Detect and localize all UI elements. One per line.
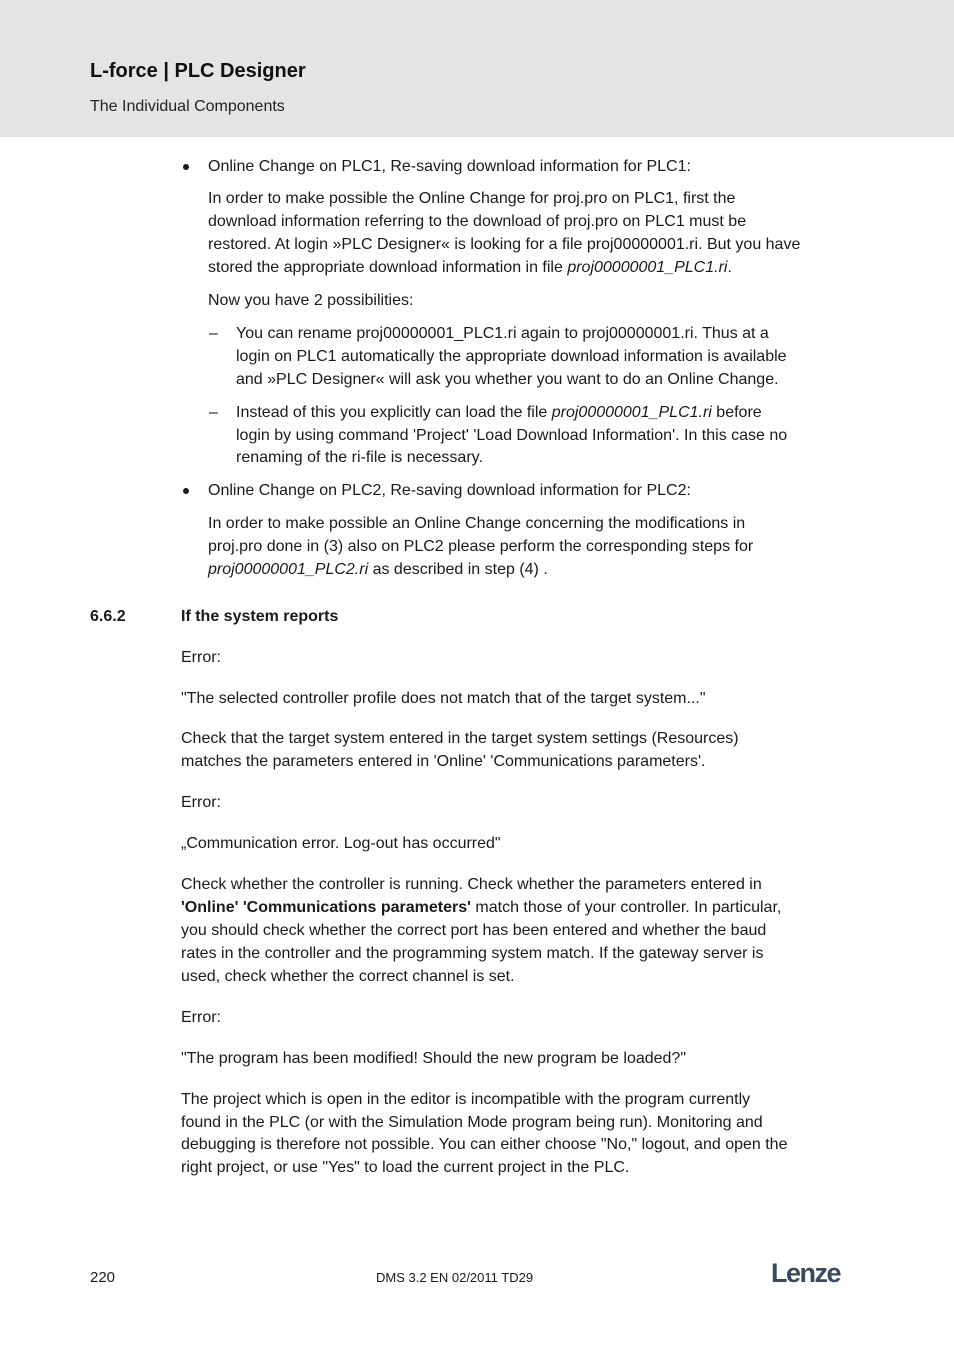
paragraph-line: you should check whether the correct port has been entered and whether the baud	[181, 922, 767, 939]
error-label: Error:	[181, 649, 221, 666]
lenze-logo-icon	[771, 1259, 851, 1287]
paragraph-line: rates in the controller and the programming system match. If the gateway server is	[181, 945, 764, 962]
dash-marker: –	[209, 325, 218, 342]
paragraph-line: used, check whether the correct channel is set.	[181, 968, 515, 985]
bullet-heading: Online Change on PLC2, Re-saving download information for PLC2:	[208, 482, 691, 499]
dash-marker: –	[209, 404, 218, 421]
error-message: "The program has been modified! Should the new program be loaded?"	[181, 1050, 687, 1067]
section-number: 6.6.2	[90, 608, 126, 625]
paragraph-line: In order to make possible the Online Change for proj.pro on PLC1, first the	[208, 190, 736, 207]
bullet-dot	[183, 164, 189, 170]
paragraph-line: In order to make possible an Online Change concerning the modifications in	[208, 515, 746, 532]
paragraph-line: The project which is open in the editor is incompatible with the program currently	[181, 1091, 751, 1108]
filename-italic: proj00000001_PLC1.ri	[551, 404, 712, 421]
dash-item-line: renaming of the ri-file is necessary.	[236, 449, 483, 466]
document-subtitle: The Individual Components	[90, 98, 285, 115]
paragraph-line: found in the PLC (or with the Simulation Mode program being run). Monitoring and	[181, 1114, 763, 1131]
dash-item-line: You can rename proj00000001_PLC1.ri again to proj00000001.ri. Thus at a	[236, 325, 769, 342]
page-header	[0, 0, 954, 137]
filename-italic: proj00000001_PLC1.ri	[567, 259, 728, 276]
document-title: L-force | PLC Designer	[90, 60, 306, 82]
error-label: Error:	[181, 1009, 221, 1026]
paragraph-line: restored. At login »PLC Designer« is looking for a file proj00000001.ri. But you have	[208, 236, 801, 253]
paragraph-line: Check whether the controller is running. Check whether the parameters entered in	[181, 876, 762, 893]
paragraph-line: Check that the target system entered in the target system settings (Resources)	[181, 730, 739, 747]
bullet-heading: Online Change on PLC1, Re-saving download information for PLC1:	[208, 158, 691, 175]
command-bold: 'Online' 'Communications parameters'	[181, 899, 471, 916]
document-id: DMS 3.2 EN 02/2011 TD29	[376, 1270, 534, 1285]
error-message: „Communication error. Log-out has occurred"	[181, 835, 501, 852]
paragraph-line: right project, or use "Yes" to load the current project in the PLC.	[181, 1159, 630, 1176]
dash-item-line: login on PLC1 automatically the appropriate download information is available	[236, 348, 787, 365]
error-message: "The selected controller profile does not match that of the target system..."	[181, 690, 706, 707]
paragraph-line: matches the parameters entered in 'Online' 'Communications parameters'.	[181, 753, 706, 770]
svg-text:Lenze: Lenze	[771, 1259, 841, 1287]
dash-item-line: and »PLC Designer« will ask you whether you want to do an Online Change.	[236, 371, 779, 388]
paragraph-line: Now you have 2 possibilities:	[208, 292, 414, 309]
paragraph-line: proj.pro done in (3) also on PLC2 please perform the corresponding steps for	[208, 538, 754, 555]
dash-item-line: Instead of this you explicitly can load the file proj00000001_PLC1.ri before	[236, 404, 762, 421]
paragraph-line: download information referring to the download of proj.pro on PLC1 must be	[208, 213, 747, 230]
section-title: If the system reports	[181, 608, 339, 625]
dash-item-line: login by using command 'Project' 'Load Download Information'. In this case no	[236, 427, 788, 444]
paragraph-line: debugging is therefore not possible. You can either choose "No," logout, and open the	[181, 1136, 788, 1153]
page-number: 220	[90, 1269, 116, 1286]
error-label: Error:	[181, 794, 221, 811]
paragraph-line: 'Online' 'Communications parameters' match those of your controller. In particular,	[181, 899, 782, 916]
filename-italic: proj00000001_PLC2.ri	[208, 561, 369, 578]
lenze-logo	[771, 1259, 851, 1292]
paragraph-line: stored the appropriate download information in file proj00000001_PLC1.ri.	[208, 259, 732, 276]
paragraph-line: proj00000001_PLC2.ri as described in step (4) .	[208, 561, 548, 578]
bullet-dot	[183, 488, 189, 494]
